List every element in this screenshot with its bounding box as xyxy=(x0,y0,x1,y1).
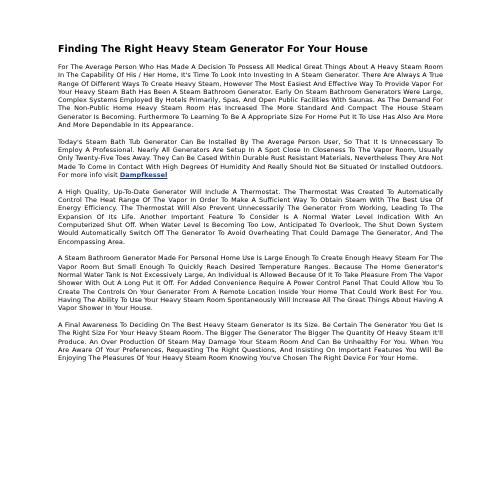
document-title: Finding The Right Heavy Steam Generator For Your House xyxy=(58,44,368,55)
paragraph-4 xyxy=(58,254,443,312)
paragraph-2 xyxy=(58,138,443,179)
paragraph-2-text: Today's Steam Bath Tub Generator Can Be Installed By The Average Person User, So That It Is Unnecessary To Employ A Professional. Nearly All Generators Are Setup In A Spot Close In Closeness To The Vapor Room, Usually Only Twenty-Five Toes Away. They Can Be Cased Within Durable Rust Resistant Materials, Nevertheless They Are Not Made To Come In Contact With High Degrees Of Humidity And Really Should Not Be Situated Or Installed Outdoors. For more info visit xyxy=(58,137,443,180)
paragraph-3-text: A High Quality, Up-To-Date Generator Will Include A Thermostat. The Thermostat Was Created To Automatically Control The Heat Range Of The Vapor In Order To Make A Sufficient Way To Obtain Steam With The Best Use Of Energy Efficiency. The Thermostat Will Also Prevent Unnecessarily The Generator From Working, Leading To The Expansion Of Its Life. Another Important Feature To Consider Is A Normal Water Level Indication With An Computerized Shut Off. When Water Level Is Becoming Too Low, Anticipated To Overlook, The Shut Down System Would Automatically Switch Off The Generator To Avoid Overheating That Could Damage The Generator, And The Encompassing Area. xyxy=(58,187,443,246)
dampfkessel-link[interactable]: Dampfkessel xyxy=(119,171,168,180)
paragraph-4-text: A Steam Bathroom Generator Made For Personal Home Use Is Large Enough To Create Enough Heavy Steam For The Vapor Room But Small Enough To Quickly Reach Desired Temperature Ranges. Because The Home Generator's Normal Water Tank Is Not Excessively Large, An Individual Is Allowed Because Of It To Take Pleasure From The Vapor Shower With Out A Long Put It Off. For Added Convenience Require A Power Control Panel That Could Allow You To Create The Controls On Your Generator From A Remote Location Inside Your Home That Could Work Best For You. Having The Ability To Use Your Heavy Steam Room Spontaneously Will Increase All The Great Things About Having A Vapor Shower In Your House. xyxy=(58,254,443,313)
paragraph-3 xyxy=(58,188,443,246)
paragraph-1 xyxy=(58,63,443,129)
paragraph-1-text: For The Average Person Who Has Made A Decision To Possess All Medical Great Things About A Heavy Steam Room In The Capability Of His / Her Home, It's Time To Look Into Investing In A Steam Generator. There Are Always A True Range Of Different Ways To Create Heavy Steam, However The Most Easiest And Effective Way To Provide Vapor For Your Heavy Steam Bath Has Been A Steam Bathroom Generator. Early On Steam Bathroom Generators Were Large, Complex Systems Employed By Hotels Primarily, Spas, And Open Public Facilities With Saunas. As The Demand For The Non-Public Home Heavy Steam Room Has Increased The More Standard And Compact The House Steam Generator Is Becoming. Furthermore To Learning To Be A Appropriate Size For Home Put It To Use Has Also Are More And More Dependable In Its Appearance. xyxy=(58,63,443,130)
paragraph-5-text: A Final Awareness To Deciding On The Best Heavy Steam Generator Is Its Size. Be Certain The Generator You Get Is The Right Size For Your Heavy Steam Room. The Bigger The Generator The Bigger The Quantity Of Heavy Steam It'll Produce. An Over Production Of Steam May Damage Your Steam Room And Can Be Unhealthy For You. When You Are Aware Of Your Preferences, Requesting The Right Questions, And Insisting On Important Features You Will Be Enjoying The Pleasures Of Your Heavy Steam Room Knowing You've Chosen The Right Device For Your Home. xyxy=(58,321,443,363)
paragraph-5 xyxy=(58,321,443,362)
